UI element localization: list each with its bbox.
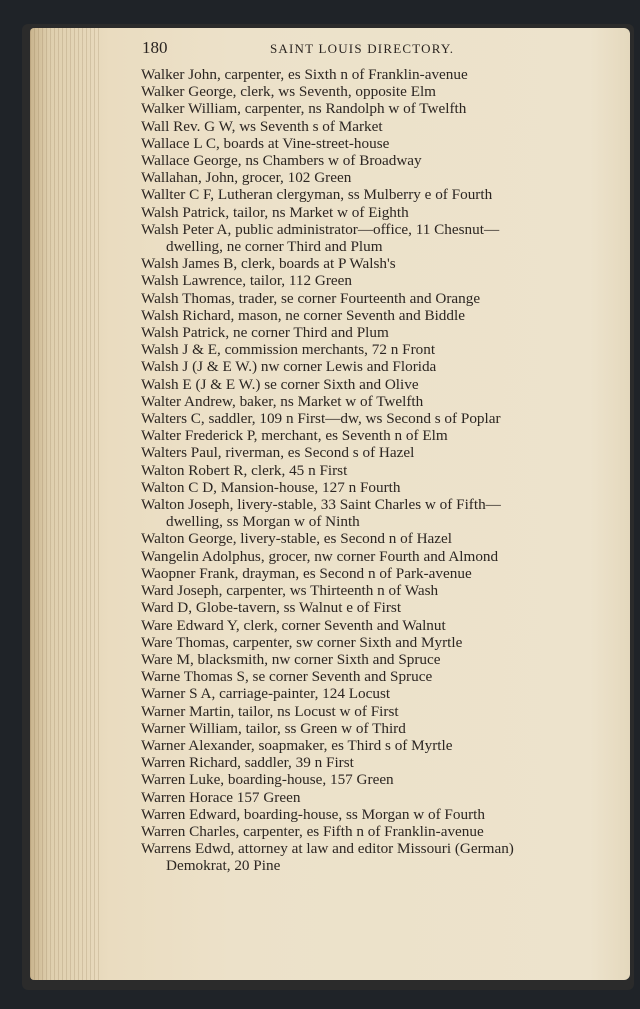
directory-entry: Wall Rev. G W, ws Seventh s of Market: [141, 117, 383, 135]
directory-entries: [141, 66, 597, 875]
directory-entry: Walker George, clerk, ws Seventh, opposite Elm: [141, 83, 436, 101]
directory-entry: Wallahan, John, grocer, 102 Green: [141, 169, 352, 187]
directory-entry: Walsh Richard, mason, ne corner Seventh and Biddle: [141, 306, 465, 324]
directory-entry: Warren Charles, carpenter, es Fifth n of Franklin-avenue: [141, 822, 484, 840]
directory-entry: Walton Robert R, clerk, 45 n First: [141, 461, 348, 479]
directory-entry: Warne Thomas S, se corner Seventh and Spruce: [141, 668, 433, 686]
directory-entry: Wallace L C, boards at Vine-street-house: [141, 134, 390, 152]
directory-entry: Walsh Patrick, ne corner Third and Plum: [141, 324, 389, 342]
directory-entry: Waopner Frank, drayman, es Second n of Park-avenue: [141, 564, 472, 582]
directory-entry: Walsh Patrick, tailor, ns Market w of Eighth: [141, 203, 409, 221]
directory-entry: Walter Frederick P, merchant, es Seventh n of Elm: [141, 427, 448, 445]
page-edges: [30, 28, 100, 980]
directory-entry: Walker John, carpenter, es Sixth n of Franklin-avenue: [141, 66, 468, 83]
directory-entry: Walsh James B, clerk, boards at P Walsh's: [141, 255, 396, 273]
directory-entry: Walton C D, Mansion-house, 127 n Fourth: [141, 478, 401, 496]
directory-entry: Ward Joseph, carpenter, ws Thirteenth n of Wash: [141, 582, 439, 600]
entry-continuation: dwelling, ss Morgan w of Ninth: [166, 513, 360, 531]
directory-entry: Walsh Lawrence, tailor, 112 Green: [141, 272, 352, 290]
page-number: 180: [142, 38, 168, 57]
directory-entry: Ware Thomas, carpenter, sw corner Sixth and Myrtle: [141, 633, 463, 651]
directory-entry: Walter Andrew, baker, ns Market w of Twelfth: [141, 392, 424, 410]
page-header: [142, 38, 582, 58]
directory-entry: Wallace George, ns Chambers w of Broadway: [141, 152, 422, 170]
directory-entry: Walsh J (J & E W.) nw corner Lewis and Florida: [141, 358, 437, 376]
directory-entry: Wallter C F, Lutheran clergyman, ss Mulberry e of Fourth: [141, 186, 493, 204]
directory-entry: Warren Edward, boarding-house, ss Morgan w of Fourth: [141, 805, 485, 823]
directory-entry: Walsh Peter A, public administrator—office, 11 Chesnut—: [141, 220, 500, 238]
directory-entry: Walsh Thomas, trader, se corner Fourteenth and Orange: [141, 289, 481, 307]
directory-entry: Warner Martin, tailor, ns Locust w of First: [141, 702, 399, 720]
directory-entry: Warner S A, carriage-painter, 124 Locust: [141, 685, 391, 703]
directory-entry: Warren Richard, saddler, 39 n First: [141, 754, 354, 772]
directory-entry: Warren Horace 157 Green: [141, 788, 301, 806]
directory-entry: Walker William, carpenter, ns Randolph w of Twelfth: [141, 100, 467, 118]
directory-entry: Ware Edward Y, clerk, corner Seventh and Walnut: [141, 616, 446, 634]
entry-continuation: Demokrat, 20 Pine: [166, 857, 281, 875]
directory-entry: Walters Paul, riverman, es Second s of Hazel: [141, 444, 415, 462]
directory-entry: Wangelin Adolphus, grocer, nw corner Fourth and Almond: [141, 547, 499, 565]
directory-entry: Warner William, tailor, ss Green w of Third: [141, 719, 406, 737]
running-head: SAINT LOUIS DIRECTORY.: [270, 41, 455, 56]
directory-entry: Walton George, livery-stable, es Second n of Hazel: [141, 530, 453, 548]
directory-entry: Walton Joseph, livery-stable, 33 Saint Charles w of Fifth—: [141, 496, 501, 514]
directory-entry: Walters C, saddler, 109 n First—dw, ws Second s of Poplar: [141, 410, 501, 428]
directory-entry: Ward D, Globe-tavern, ss Walnut e of First: [141, 599, 402, 617]
directory-entry: Walsh E (J & E W.) se corner Sixth and Olive: [141, 375, 419, 393]
directory-entry: Warner Alexander, soapmaker, es Third s of Myrtle: [141, 736, 453, 754]
directory-entry: Ware M, blacksmith, nw corner Sixth and Spruce: [141, 650, 441, 668]
directory-entry: Warrens Edwd, attorney at law and editor Missouri (German): [141, 840, 514, 858]
entry-continuation: dwelling, ne corner Third and Plum: [166, 238, 383, 256]
directory-entry: Walsh J & E, commission merchants, 72 n Front: [141, 341, 436, 359]
directory-entry: Warren Luke, boarding-house, 157 Green: [141, 771, 394, 789]
